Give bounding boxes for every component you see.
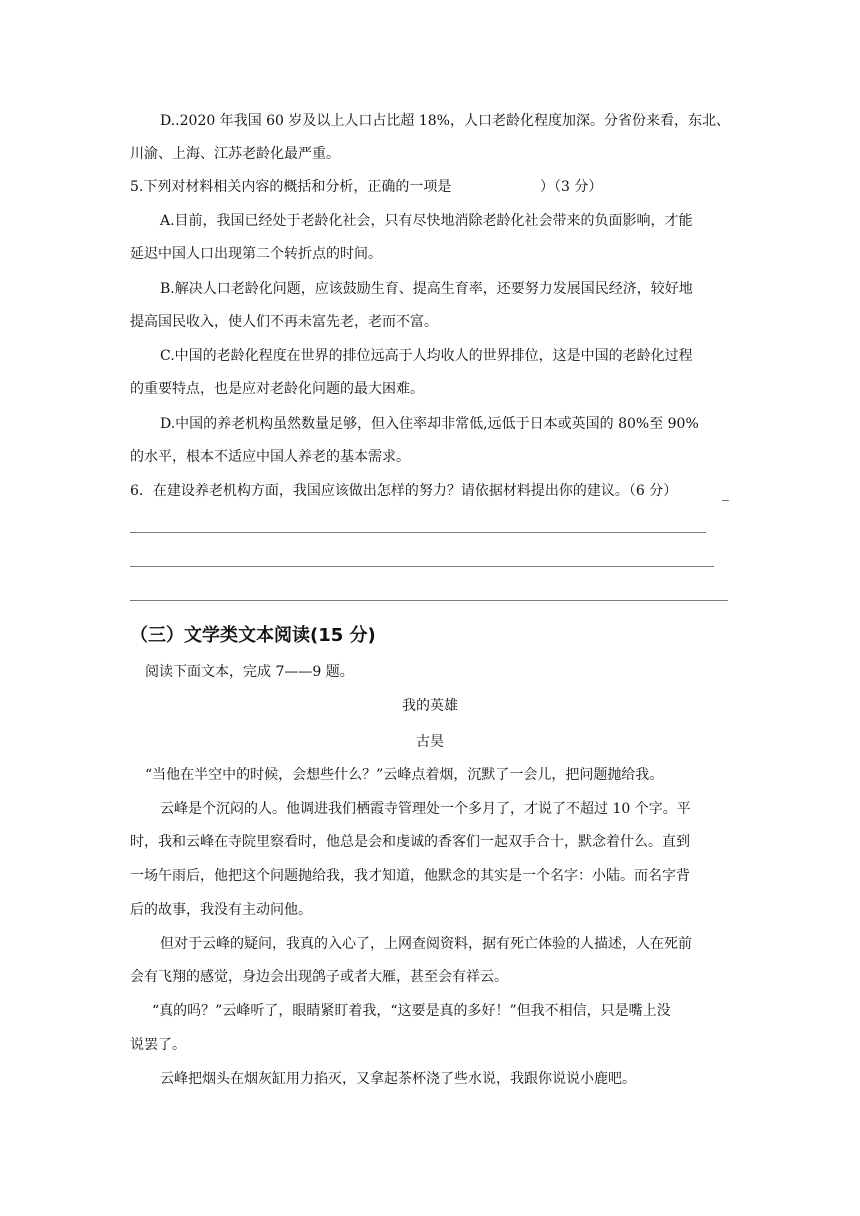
paragraph-4-line2: 说罢了。: [130, 1037, 186, 1053]
paragraph-2-line2: 时，我和云峰在寺院里察看时，他总是会和虔诚的香客们一起双手合十，默念着什么。直到: [130, 834, 690, 850]
question-6-stem: 6．在建设养老机构方面，我国应该做出怎样的努力？请依据材料提出你的建议。（6 分）: [130, 483, 678, 499]
option-b-line2: 提高国民收入，使人们不再未富先老，老而不富。: [130, 314, 438, 330]
paragraph-2-line3: 一场午雨后，他把这个问题抛给我，我才知道，他默念的其实是一个名字：小陆。而名字背: [130, 868, 690, 884]
paragraph-3-line2: 会有飞翔的感觉，身边会出现鸽子或者大雁，甚至会有祥云。: [130, 969, 508, 985]
paragraph-1-line1: “当他在半空中的时候，会想些什么？”云峰点着烟，沉默了一会儿，把问题抛给我。: [145, 767, 664, 783]
answer-line-3[interactable]: [130, 600, 728, 601]
question-5-stem: 5.下列对材料相关内容的概括和分析，正确的一项是: [130, 179, 452, 195]
paragraph-4-line1: “真的吗？”云峰听了，眼睛紧盯着我，“这要是真的多好！”但我不相信，只是嘴上没: [152, 1003, 671, 1019]
answer-line-1[interactable]: [130, 532, 706, 533]
paragraph-2-line1: 云峰是个沉闷的人。他调进我们栖霞寺管理处一个多月了，才说了不超过 10 个字。平: [160, 801, 691, 817]
option-c-line1: C.中国的老龄化程度在世界的排位远高于人均收人的世界排位，这是中国的老龄化过程: [160, 348, 693, 364]
option-a-line1: A.目前，我国已经处于老龄化社会，只有尽快地消除老龄化社会带来的负面影响，才能: [160, 213, 693, 229]
option-d-line2: 的水平，根本不适应中国人养老的基本需求。: [130, 449, 410, 465]
answer-line-stub: [722, 500, 729, 501]
paragraph-3-line1: 但对于云峰的疑问，我真的入心了，上网查阅资料，据有死亡体验的人描述，人在死前: [160, 936, 692, 952]
option-d-line1: D.中国的养老机构虽然数量足够，但入住率却非常低,远低于日本或英国的 80%至 90%: [160, 416, 699, 432]
reading-instruction: 阅读下面文本，完成 7——9 题。: [145, 664, 354, 680]
option-a-line2: 延迟中国人口出现第二个转折点的时间。: [130, 246, 382, 262]
paragraph-5-line1: 云峰把烟头在烟灰缸用力掐灭，又拿起茶杯浇了些水说，我跟你说说小鹿吧。: [160, 1071, 636, 1087]
section-3-heading: （三）文学类文本阅读(15 分): [130, 625, 376, 646]
article-author: 古昊: [416, 734, 444, 750]
prev-option-d-line1: D..2020 年我国 60 岁及以上人口占比超 18%，人口老龄化程度加深。分省份来看，东北、: [160, 113, 730, 129]
answer-line-2[interactable]: [130, 566, 714, 567]
prev-option-d-line2: 川渝、上海、江苏老龄化最严重。: [130, 146, 340, 162]
article-title: 我的英雄: [402, 698, 458, 714]
question-5-points: ）（3 分）: [540, 179, 603, 195]
paragraph-2-line4: 后的故事，我没有主动问他。: [130, 902, 312, 918]
option-c-line2: 的重要特点，也是应对老龄化问题的最大困难。: [130, 381, 424, 397]
option-b-line1: B.解决人口老龄化问题，应该鼓励生育、提高生育率，还要努力发展国民经济，较好地: [160, 281, 693, 297]
